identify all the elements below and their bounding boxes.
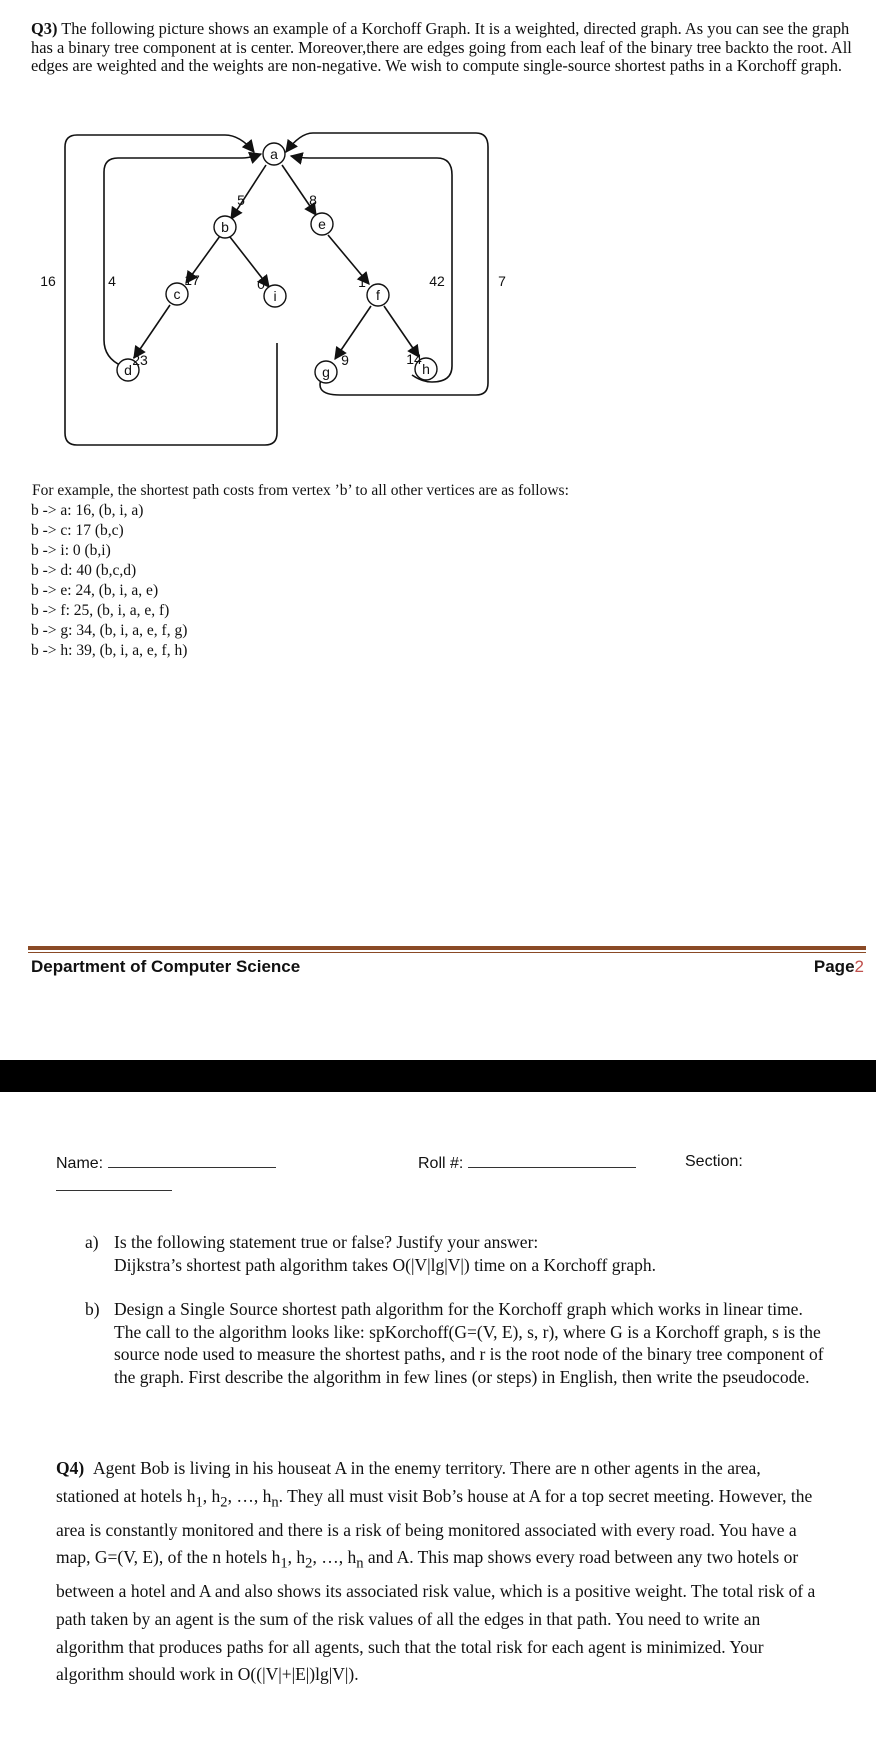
name-blank: [108, 1153, 276, 1168]
q4-text: , h: [202, 1485, 221, 1506]
q4-subscript: 2: [305, 1555, 313, 1572]
department-name: Department of Computer Science: [31, 957, 301, 976]
korchoff-graph: [0, 120, 520, 450]
q4-subscript: n: [271, 1494, 279, 1511]
weight-i-a: 16: [40, 273, 56, 289]
weight-h-a: 7: [498, 273, 506, 289]
q3-label: Q3): [31, 19, 58, 38]
q4-paragraph: [56, 1455, 826, 1689]
vertex-label-g: g: [322, 364, 330, 380]
path-line: b -> f: 25, (b, i, a, e, f): [31, 602, 170, 619]
path-line: b -> e: 24, (b, i, a, e): [31, 582, 159, 599]
path-line: b -> g: 34, (b, i, a, e, f, g): [31, 622, 188, 639]
section-field: [685, 1153, 743, 1171]
part-a-label: a): [85, 1232, 99, 1252]
paths-intro: For example, the shortest path costs from vertex ’b’ to all other vertices are as follows:: [32, 482, 569, 499]
part-b-text: Design a Single Source shortest path algorithm for the Korchoff graph which works in linear time. The call to the algorithm looks like: spKorchoff(G=(V, E), s, r), where G is a Korchoff graph, s is the source node used to measure the shortest paths, and r is the root node of the binary tree component of the graph. First describe the algorithm in few lines (or steps) in English, then write the pseudocode.: [114, 1299, 824, 1387]
q4-subscript: n: [356, 1555, 364, 1572]
q4-subscript: 2: [220, 1494, 228, 1511]
part-b-label: b): [85, 1299, 100, 1319]
path-line: b -> h: 39, (b, i, a, e, f, h): [31, 642, 188, 659]
vertex-label-f: f: [376, 287, 380, 303]
weight-c-d: 23: [132, 352, 148, 368]
vertex-label-e: e: [318, 216, 326, 232]
path-line: b -> i: 0 (b,i): [31, 542, 111, 559]
vertex-label-d: d: [124, 362, 132, 378]
q4-text: , …, h: [312, 1547, 357, 1568]
weight-a-b: 5: [237, 192, 245, 208]
footer-rule: [28, 946, 866, 950]
weight-e-f: 1: [358, 274, 366, 290]
edge-c-d: [134, 305, 170, 358]
roll-field: [418, 1153, 636, 1173]
section-label: Section:: [685, 1153, 743, 1170]
section-blank: [56, 1190, 172, 1191]
q4-text: Agent Bob is living in his houseat A in the enemy territory. There are n other agents in the area, stationed at hotels h: [56, 1458, 761, 1506]
weight-b-c: 17: [184, 272, 200, 288]
q3-text: The following picture shows an example of a Korchoff Graph. It is a weighted, directed graph. As you can see the graph has a binary tree component at is center. Moreover,there are edges going from each leaf of the binary tree backto the root. All edges are weighted and the weights are non-negative. We wish to compute single-source shortest paths in a Korchoff graph.: [31, 19, 852, 75]
q4-subscript: 1: [195, 1494, 203, 1511]
footer-rule-thin: [28, 952, 866, 953]
q4-text: and A. This map shows every road between any two hotels or between a hotel and A and also shows its associated risk value, which is a positive weight. The total risk of a path taken by an agent is the sum of the risk values of all the edges in that path. You need to write an algorithm that produces paths for all agents, such that the total risk for each agent is minimized. Your algorithm should work in O((|V|+|E|)lg|V|).: [56, 1547, 816, 1685]
weight-g-a: 42: [429, 273, 445, 289]
roll-label: Roll #:: [418, 1155, 464, 1172]
edge-f-h: [384, 306, 419, 357]
edge-g-a: [286, 133, 488, 395]
edge-h-a: [291, 156, 452, 382]
vertex-label-a: a: [270, 146, 278, 162]
page-number-value: 2: [854, 957, 864, 976]
shortest-paths-example: [31, 481, 569, 661]
vertex-label-b: b: [221, 219, 229, 235]
name-label: Name:: [56, 1155, 104, 1172]
roll-blank: [468, 1153, 636, 1168]
weight-b-i: 0: [257, 276, 265, 292]
q4-text: . They all must visit Bob’s house at A for a top secret meeting. However, the area is constantly monitored and there is a risk of being monitored associated with every road. You have a map, G=(V, E), of the n hotels h: [56, 1485, 813, 1568]
vertex-label-h: h: [422, 361, 430, 377]
part-a-line-2: Dijkstra’s shortest path algorithm takes O(|V|lg|V|) time on a Korchoff graph.: [114, 1254, 656, 1275]
path-line: b -> d: 40 (b,c,d): [31, 562, 137, 579]
path-line: b -> a: 16, (b, i, a): [31, 502, 144, 519]
weight-a-e: 8: [309, 192, 317, 208]
q4-text: , h: [287, 1547, 306, 1568]
part-a-text: [114, 1231, 824, 1276]
vertex-label-c: c: [173, 286, 181, 302]
weight-d-a: 4: [108, 273, 116, 289]
page-label: Page: [813, 957, 855, 976]
q3-paragraph: [31, 20, 861, 76]
page-separator-bar: [0, 1060, 876, 1092]
q4-label: Q4): [56, 1458, 85, 1478]
weight-f-h: 14: [406, 351, 422, 367]
weight-f-g: 9: [341, 352, 349, 368]
name-field: [56, 1153, 276, 1173]
vertex-label-i: i: [273, 288, 277, 304]
q4-subscript: 1: [280, 1555, 288, 1572]
part-a-line-1: Is the following statement true or false? Justify your answer:: [114, 1232, 539, 1252]
path-line: b -> c: 17 (b,c): [31, 522, 124, 539]
page-number: [814, 957, 864, 977]
q4-text: , …, h: [227, 1485, 272, 1506]
edge-d-a: [104, 154, 261, 366]
